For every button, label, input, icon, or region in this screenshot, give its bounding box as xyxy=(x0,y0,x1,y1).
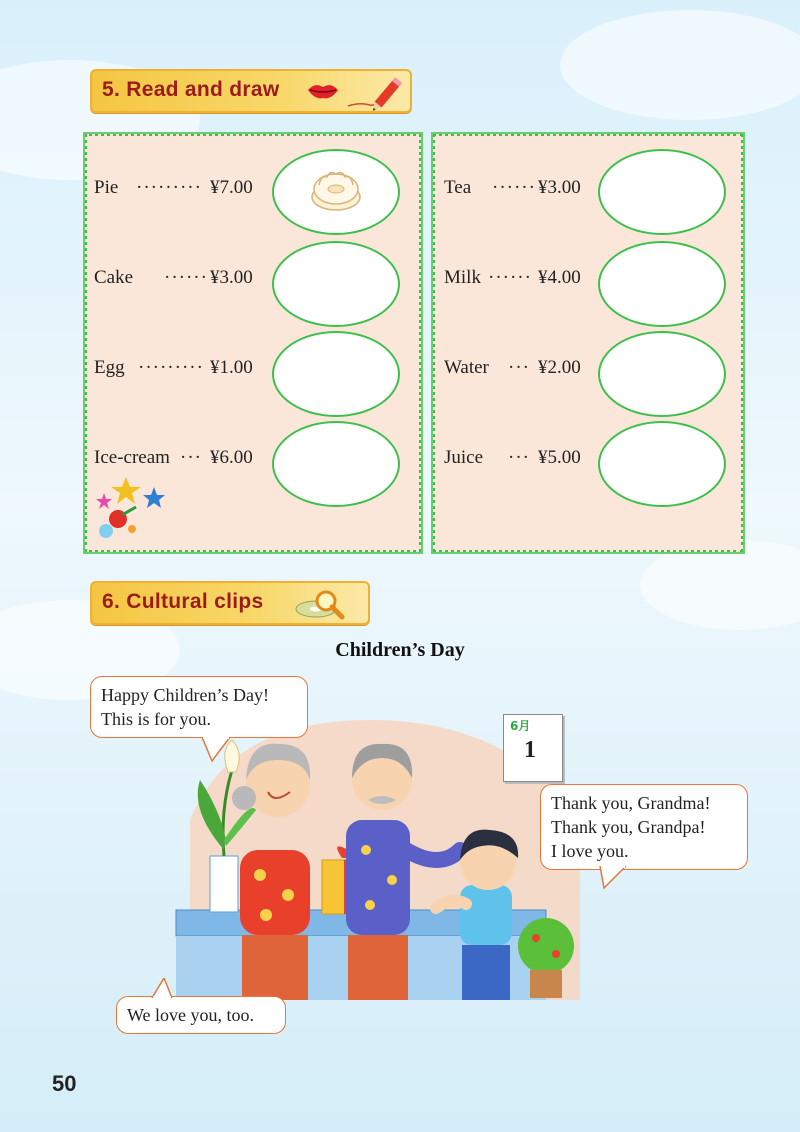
bubble-line: We love you, too. xyxy=(127,1005,255,1025)
item-name: Water xyxy=(444,357,489,378)
calendar xyxy=(503,714,563,782)
list-item xyxy=(444,447,604,477)
bubble-line: I love you. xyxy=(551,841,629,861)
drawing-oval[interactable] xyxy=(598,241,726,327)
drawing-oval[interactable] xyxy=(272,149,400,235)
food-price-panel xyxy=(84,133,422,553)
bubble-line: Thank you, Grandma! xyxy=(551,793,711,813)
cultural-clip-title: Children’s Day xyxy=(335,639,465,661)
item-price: ¥5.00 xyxy=(538,447,581,468)
item-name: Egg xyxy=(94,357,125,378)
list-item xyxy=(444,177,604,207)
leader-dots: ······ xyxy=(488,267,532,288)
bubble-line: This is for you. xyxy=(101,709,211,729)
item-price: ¥3.00 xyxy=(538,177,581,198)
drawing-oval[interactable] xyxy=(272,331,400,417)
item-name: Tea xyxy=(444,177,472,198)
item-price: ¥7.00 xyxy=(210,177,253,198)
list-item xyxy=(444,357,604,387)
pencil-icon xyxy=(344,72,406,112)
leader-dots: ··· xyxy=(508,357,530,378)
background-cloud xyxy=(560,10,800,120)
item-price: ¥3.00 xyxy=(210,267,253,288)
item-name: Cake xyxy=(94,267,134,288)
item-price: ¥2.00 xyxy=(538,357,581,378)
leader-dots: ··· xyxy=(508,447,530,468)
drawing-oval[interactable] xyxy=(272,421,400,507)
drawing-oval[interactable] xyxy=(272,241,400,327)
section-6-title: 6. Cultural clips xyxy=(102,590,264,613)
item-price: ¥6.00 xyxy=(210,447,253,468)
leader-dots: ······ xyxy=(164,267,208,288)
speech-bubble-grandma xyxy=(90,676,308,738)
speech-bubble-boy xyxy=(540,784,748,870)
item-price: ¥4.00 xyxy=(538,267,581,288)
bubble-line: Happy Children’s Day! xyxy=(101,685,269,705)
drawing-oval[interactable] xyxy=(598,331,726,417)
item-name: Juice xyxy=(444,447,484,468)
bubble-tail xyxy=(200,737,240,763)
section-5-banner xyxy=(90,69,412,113)
calendar-day: 1 xyxy=(524,737,536,763)
section-6-banner xyxy=(90,581,370,625)
list-item xyxy=(444,267,604,297)
section-5-title: 5. Read and draw xyxy=(102,78,280,101)
leader-dots: ········· xyxy=(138,357,204,378)
pie-drawing-icon xyxy=(307,165,365,217)
bubble-tail xyxy=(150,978,180,998)
leader-dots: ········· xyxy=(136,177,202,198)
drawing-oval[interactable] xyxy=(598,421,726,507)
speech-bubble-grandparents xyxy=(116,996,286,1034)
item-name: Pie xyxy=(94,177,119,198)
calendar-month: 6月 xyxy=(510,719,531,733)
fireworks-icon xyxy=(92,473,178,545)
item-name: Ice-cream xyxy=(94,447,170,468)
item-price: ¥1.00 xyxy=(210,357,253,378)
leader-dots: ······ xyxy=(492,177,536,198)
page-number: 50 xyxy=(52,1071,77,1096)
item-name: Milk xyxy=(444,267,481,288)
drawing-oval[interactable] xyxy=(598,149,726,235)
bubble-line: Thank you, Grandpa! xyxy=(551,817,706,837)
background-cloud xyxy=(640,540,800,630)
magnifier-disc-icon xyxy=(292,585,352,621)
leader-dots: ··· xyxy=(180,447,202,468)
drink-price-panel xyxy=(432,133,744,553)
bubble-tail xyxy=(596,866,636,890)
lips-icon xyxy=(306,81,340,101)
